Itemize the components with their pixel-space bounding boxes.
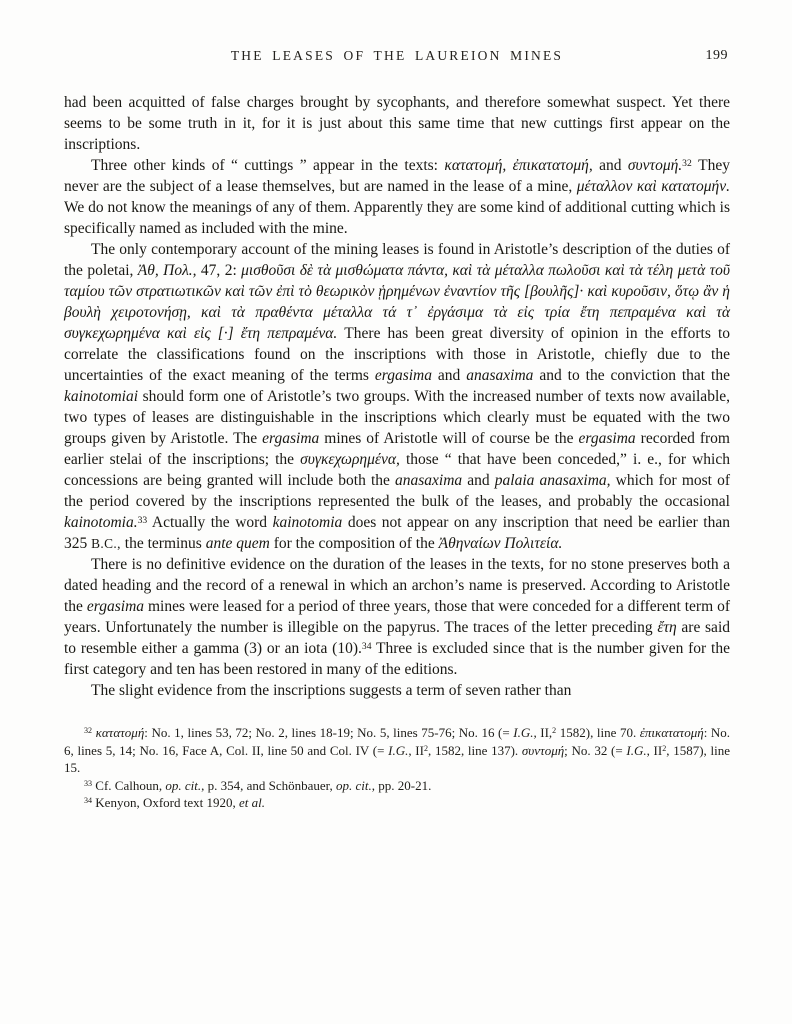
footnote-ref: 34	[361, 640, 372, 652]
text-run: There has been great diversity of opinion in the efforts to correlate the classifications found on the inscriptions with those in Aristotle, chiefly due to the uncertainties of the exact meaning of the terms	[64, 325, 731, 384]
text-run: μισθοῦσι δὲ τὰ μισθώματα πάντα, καὶ τὰ μέταλλα πωλοῦσι καὶ τὰ τέλη μετὰ τοῦ ταμίου τῶν στρατιωτικῶν καὶ τῶν ἐπὶ τὸ θεωρικὸν ᾑρημένων ἐναντίον τῆς [βουλῆς]· καὶ κυροῦσιν, ὅτῳ ἂν ἡ βουλὴ χειροτονήσῃ, καὶ τὰ πραθέντα μέταλλα τά τ᾽ ἐργάσιμα τὰ εἰς τρία ἔτη πεπραμένα καὶ τὰ συγκεχωρημένα καὶ εἰς [·] ἔτη πεπραμένα.	[64, 262, 730, 342]
text-run: anasaxima	[395, 472, 463, 489]
text-run: I.G.	[626, 742, 647, 758]
paragraph	[64, 554, 730, 680]
text-run: and	[592, 157, 628, 174]
text-run: and	[431, 367, 467, 384]
footnote-ref: 2	[423, 743, 428, 753]
page-title: THE LEASES OF THE LAUREION MINES	[230, 48, 564, 63]
text-run: II,	[536, 725, 553, 740]
text-run: I.G.	[388, 742, 409, 758]
text-run: , 1587), line 15.	[64, 742, 730, 775]
text-run: The only contemporary account of the mining leases is found in Aristotle’s description of the duties of the poletai,	[64, 241, 730, 279]
paragraph	[64, 680, 730, 701]
text-run: op. cit.	[165, 777, 202, 793]
text-run: which for most of the period covered by the inscriptions represented the bulk of the leases, and probably the occasional	[64, 472, 730, 510]
text-run: anasaxima	[466, 367, 534, 384]
page-number: 199	[705, 48, 728, 63]
text-run: mines of Aristotle will of course be the	[319, 430, 579, 447]
text-run: συντομή	[521, 742, 565, 758]
text-run: κατατομή	[95, 725, 145, 740]
text-run: kainotomia	[272, 514, 343, 531]
text-run: et al.	[239, 795, 265, 810]
text-run: the terminus	[120, 535, 206, 552]
text-run: 47, 2:	[196, 262, 242, 279]
text-run: op. cit.	[335, 777, 372, 793]
text-run: recorded from earlier stelai of the inscriptions; the	[64, 430, 730, 468]
text-run: , 1582, line 137).	[428, 742, 522, 758]
footnote	[64, 724, 730, 777]
text-run: are said to resemble either a gamma (3) or an iota (10).	[64, 619, 730, 657]
running-header	[64, 48, 730, 68]
text-run: and	[462, 472, 495, 489]
text-run: does not appear on any inscription that need be earlier than 325	[64, 514, 730, 552]
text-run: Ἀθηναίων Πολιτεία.	[438, 535, 563, 552]
text-run: Three is excluded since that is the number given for the first category and ten has been restored in many of the editions.	[64, 640, 730, 678]
text-run: συγκεχωρημένα,	[300, 451, 400, 468]
text-run: , pp. 20-21.	[371, 777, 432, 793]
text-run: Ἀθ, Πολ.,	[137, 262, 197, 279]
text-run: , p. 354, and Schönbauer,	[201, 777, 336, 793]
text-run: We do not know the meanings of any of them. Apparently they are some kind of additional cutting which is specifically named as included with the mine.	[64, 199, 730, 237]
text-run: They never are the subject of a lease themselves, but are named in the lease of a mine,	[64, 157, 730, 195]
text-run: for the composition of the	[269, 535, 439, 552]
footnote-ref: 2	[552, 726, 557, 736]
text-run: Cf. Calhoun,	[92, 777, 166, 793]
footnote-ref: 2	[662, 743, 667, 753]
footnotes-section	[64, 724, 730, 812]
footnote-ref: 32	[682, 157, 692, 169]
footnote	[64, 794, 730, 812]
text-run: and to the conviction that the	[533, 367, 730, 384]
text-run: palaia anasaxima,	[494, 472, 611, 489]
text-run: Actually the word	[147, 514, 273, 531]
text-run: ; No. 32 (=	[564, 742, 627, 758]
text-run: mines were leased for a period of three years, those that were conceded for a different term of years. Unfortunately the number is illegible on the papyrus. The traces of the letter preceding	[64, 598, 730, 636]
footnote-ref: 32	[84, 726, 93, 736]
text-run: The slight evidence from the inscriptions suggests a term of seven rather than	[91, 682, 572, 699]
text-run: : No. 1, lines 53, 72; No. 2, lines 18-19; No. 5, lines 75-76; No. 16 (=	[144, 725, 514, 740]
paragraph	[64, 239, 730, 554]
body-text	[64, 92, 730, 701]
text-run: Kenyon, Oxford text 1920,	[92, 795, 239, 810]
text-run: ἐπικατατομή	[639, 725, 704, 740]
text-run: Three other kinds of “ cuttings ” appear in the texts:	[91, 157, 445, 174]
text-run: I.G.,	[513, 725, 537, 740]
text-run: ergasima	[262, 430, 320, 447]
text-run: συντομή.	[627, 157, 683, 174]
text-run: ergasima	[374, 367, 432, 384]
text-run: ergasima	[578, 430, 636, 447]
text-run: κατατομή, ἐπικατατομή,	[444, 157, 593, 174]
text-run: should form one of Aristotle’s two groups. With the increased number of texts now available, two types of leases are distinguishable in the inscriptions which clearly must be equated with the two groups given by Aristotle. The	[64, 388, 730, 447]
text-run: ante quem	[205, 535, 270, 552]
text-run: those “ that have been conceded,” i. e., for which concessions are being granted will include both the	[64, 451, 730, 489]
text-run: ἔτη	[657, 619, 677, 636]
footnote-ref: 33	[84, 778, 93, 788]
footnote-ref: 34	[84, 796, 93, 806]
footnote-ref: 33	[137, 514, 148, 526]
text-run: , II	[408, 742, 424, 758]
paragraph	[64, 92, 730, 155]
text-run: B.C.,	[91, 536, 121, 551]
text-run: had been acquitted of false charges brought by sycophants, and therefore somewhat suspect. Yet there seems to be some truth in it, for it is just about this same time that new cuttings first appear on the inscriptions.	[64, 94, 730, 153]
text-run: There is no definitive evidence on the duration of the leases in the texts, for no stone preserves both a dated heading and the record of a renewal in which an archon’s name is preserved. According to Aristotle the	[64, 556, 730, 615]
text-run: , II	[646, 742, 663, 758]
text-run: 1582), line 70.	[556, 725, 640, 740]
text-run: μέταλλον καὶ κατατομήν.	[576, 178, 730, 195]
text-run: kainotomia.	[64, 514, 138, 531]
text-run: : No. 6, lines 5, 14; No. 16, Face A, Col. II, line 50 and Col. IV (=	[64, 725, 730, 758]
text-run: kainotomiai	[64, 388, 139, 405]
footnote	[64, 777, 730, 795]
paragraph	[64, 155, 730, 239]
text-run: ergasima	[86, 598, 145, 615]
